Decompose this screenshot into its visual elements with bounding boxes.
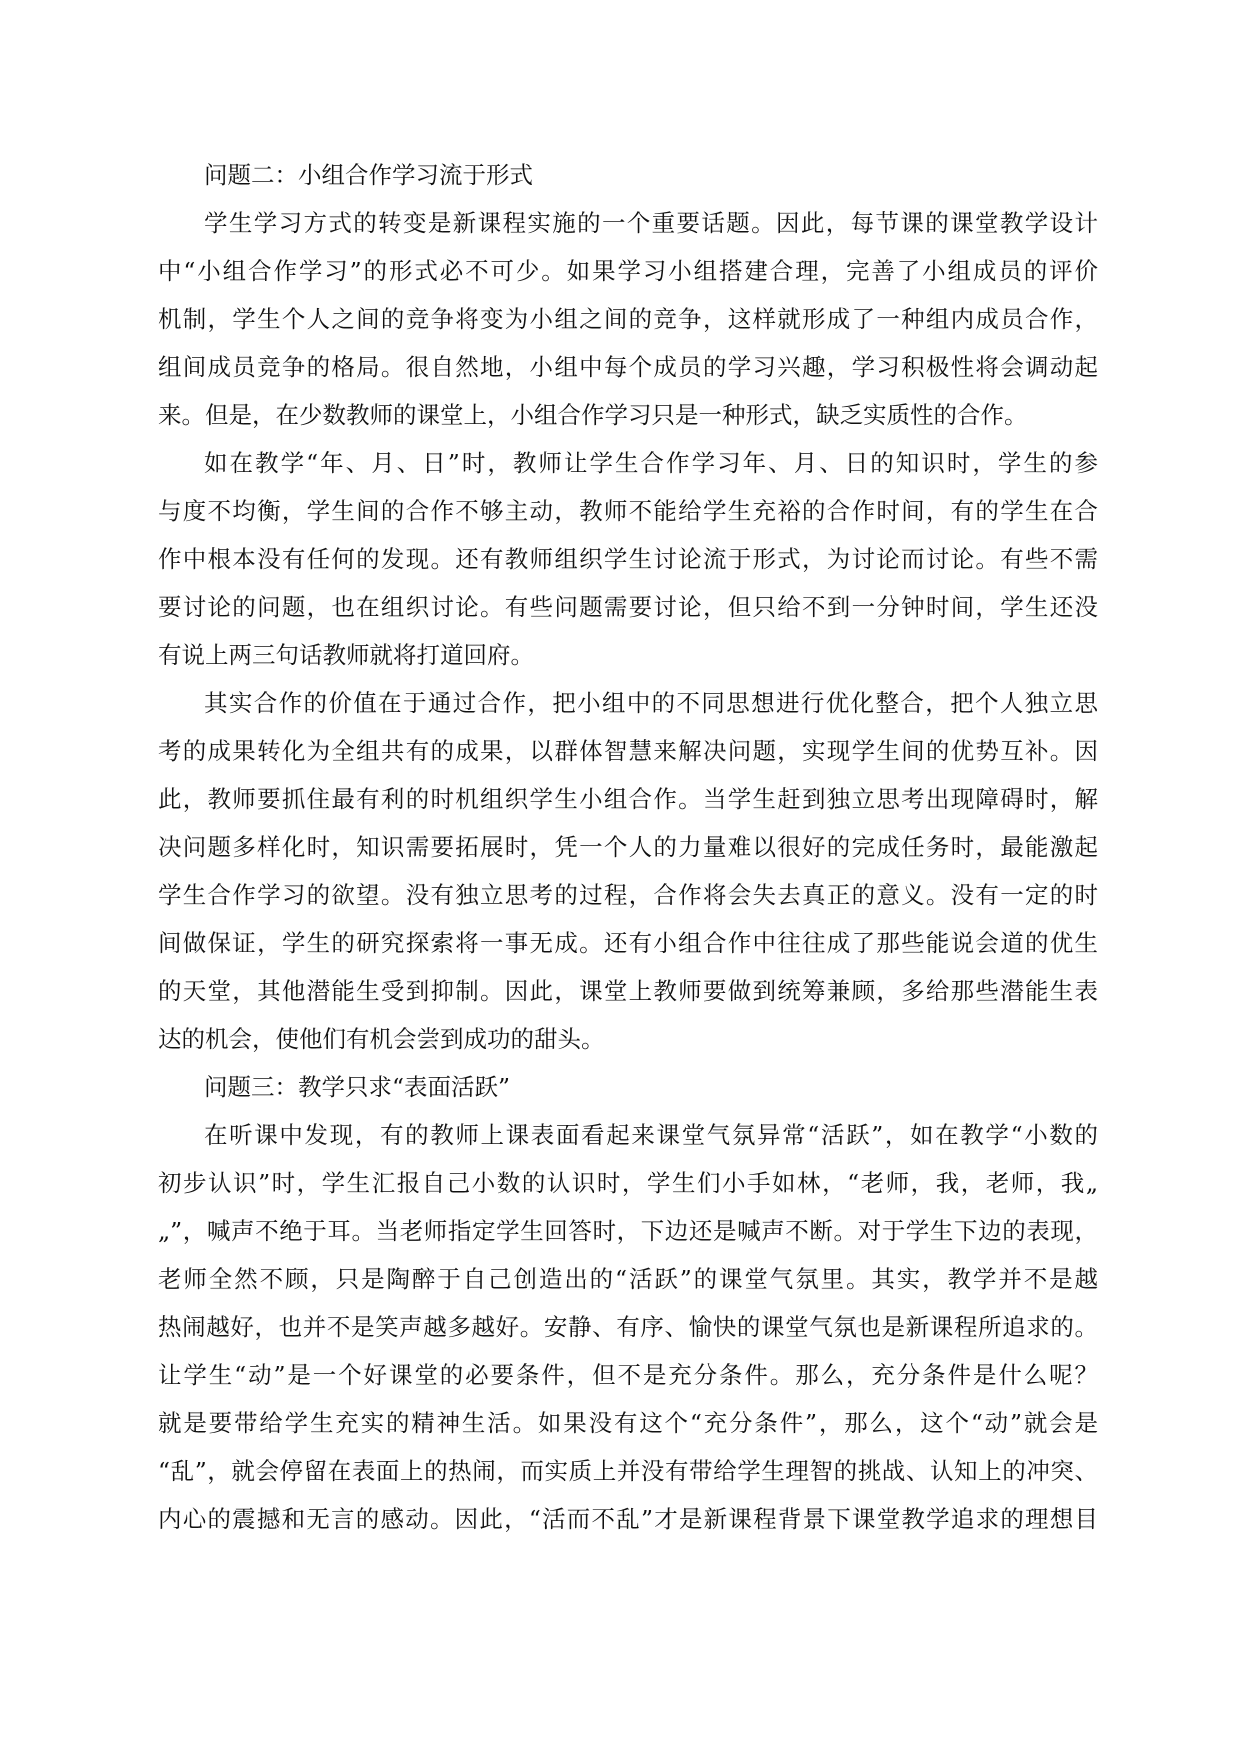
paragraph-line: 在听课中发现，有的教师上课表面看起来课堂气氛异常“活跃”，如在教学“小数的 (204, 1121, 1098, 1149)
section-heading-2: 问题二：小组合作学习流于形式 (204, 161, 533, 189)
paragraph-line: 达的机会，使他们有机会尝到成功的甜头。 (158, 1025, 605, 1053)
paragraph-line: 初步认识”时，学生汇报自己小数的认识时，学生们小手如林，“老师，我，老师，我„ (158, 1169, 1098, 1197)
paragraph-line: 学生合作学习的欲望。没有独立思考的过程，合作将会失去真正的意义。没有一定的时 (158, 881, 1098, 909)
paragraph-line: 决问题多样化时，知识需要拓展时，凭一个人的力量难以很好的完成任务时，最能激起 (158, 833, 1098, 861)
paragraph-line: 作中根本没有任何的发现。还有教师组织学生讨论流于形式，为讨论而讨论。有些不需 (158, 545, 1098, 573)
paragraph-line: „”，喊声不绝于耳。当老师指定学生回答时，下边还是喊声不断。对于学生下边的表现， (158, 1217, 1098, 1245)
paragraph-line: 如在教学“年、月、日”时，教师让学生合作学习年、月、日的知识时，学生的参 (204, 449, 1098, 477)
paragraph-line: 要讨论的问题，也在组织讨论。有些问题需要讨论，但只给不到一分钟时间，学生还没 (158, 593, 1098, 621)
paragraph-line: 其实合作的价值在于通过合作，把小组中的不同思想进行优化整合，把个人独立思 (204, 689, 1098, 717)
paragraph-line: 内心的震撼和无言的感动。因此，“活而不乱”才是新课程背景下课堂教学追求的理想目 (158, 1505, 1098, 1533)
paragraph-line: 让学生“动”是一个好课堂的必要条件，但不是充分条件。那么，充分条件是什么呢？ (158, 1361, 1098, 1389)
paragraph-line: 机制，学生个人之间的竞争将变为小组之间的竞争，这样就形成了一种组内成员合作， (158, 305, 1098, 333)
paragraph-line: 来。但是，在少数教师的课堂上，小组合作学习只是一种形式，缺乏实质性的合作。 (158, 401, 1028, 429)
paragraph-line: 考的成果转化为全组共有的成果，以群体智慧来解决问题，实现学生间的优势互补。因 (158, 737, 1098, 765)
paragraph-line: 就是要带给学生充实的精神生活。如果没有这个“充分条件”，那么，这个“动”就会是 (158, 1409, 1098, 1437)
section-heading-3: 问题三：教学只求“表面活跃” (204, 1073, 511, 1101)
paragraph-line: 有说上两三句话教师就将打道回府。 (158, 641, 534, 669)
paragraph-line: 热闹越好，也并不是笑声越多越好。安静、有序、愉快的课堂气氛也是新课程所追求的。 (158, 1313, 1098, 1341)
paragraph-line: 学生学习方式的转变是新课程实施的一个重要话题。因此，每节课的课堂教学设计 (204, 209, 1098, 237)
paragraph-line: 此，教师要抓住最有利的时机组织学生小组合作。当学生赶到独立思考出现障碍时，解 (158, 785, 1098, 813)
paragraph-line: 的天堂，其他潜能生受到抑制。因此，课堂上教师要做到统筹兼顾，多给那些潜能生表 (158, 977, 1098, 1005)
paragraph-line: 组间成员竞争的格局。很自然地，小组中每个成员的学习兴趣，学习积极性将会调动起 (158, 353, 1098, 381)
paragraph-line: 老师全然不顾，只是陶醉于自己创造出的“活跃”的课堂气氛里。其实，教学并不是越 (158, 1265, 1098, 1293)
paragraph-line: 与度不均衡，学生间的合作不够主动，教师不能给学生充裕的合作时间，有的学生在合 (158, 497, 1098, 525)
paragraph-line: “乱”，就会停留在表面上的热闹，而实质上并没有带给学生理智的挑战、认知上的冲突、 (158, 1457, 1098, 1485)
paragraph-line: 中“小组合作学习”的形式必不可少。如果学习小组搭建合理，完善了小组成员的评价 (158, 257, 1098, 285)
paragraph-line: 间做保证，学生的研究探索将一事无成。还有小组合作中往往成了那些能说会道的优生 (158, 929, 1098, 957)
